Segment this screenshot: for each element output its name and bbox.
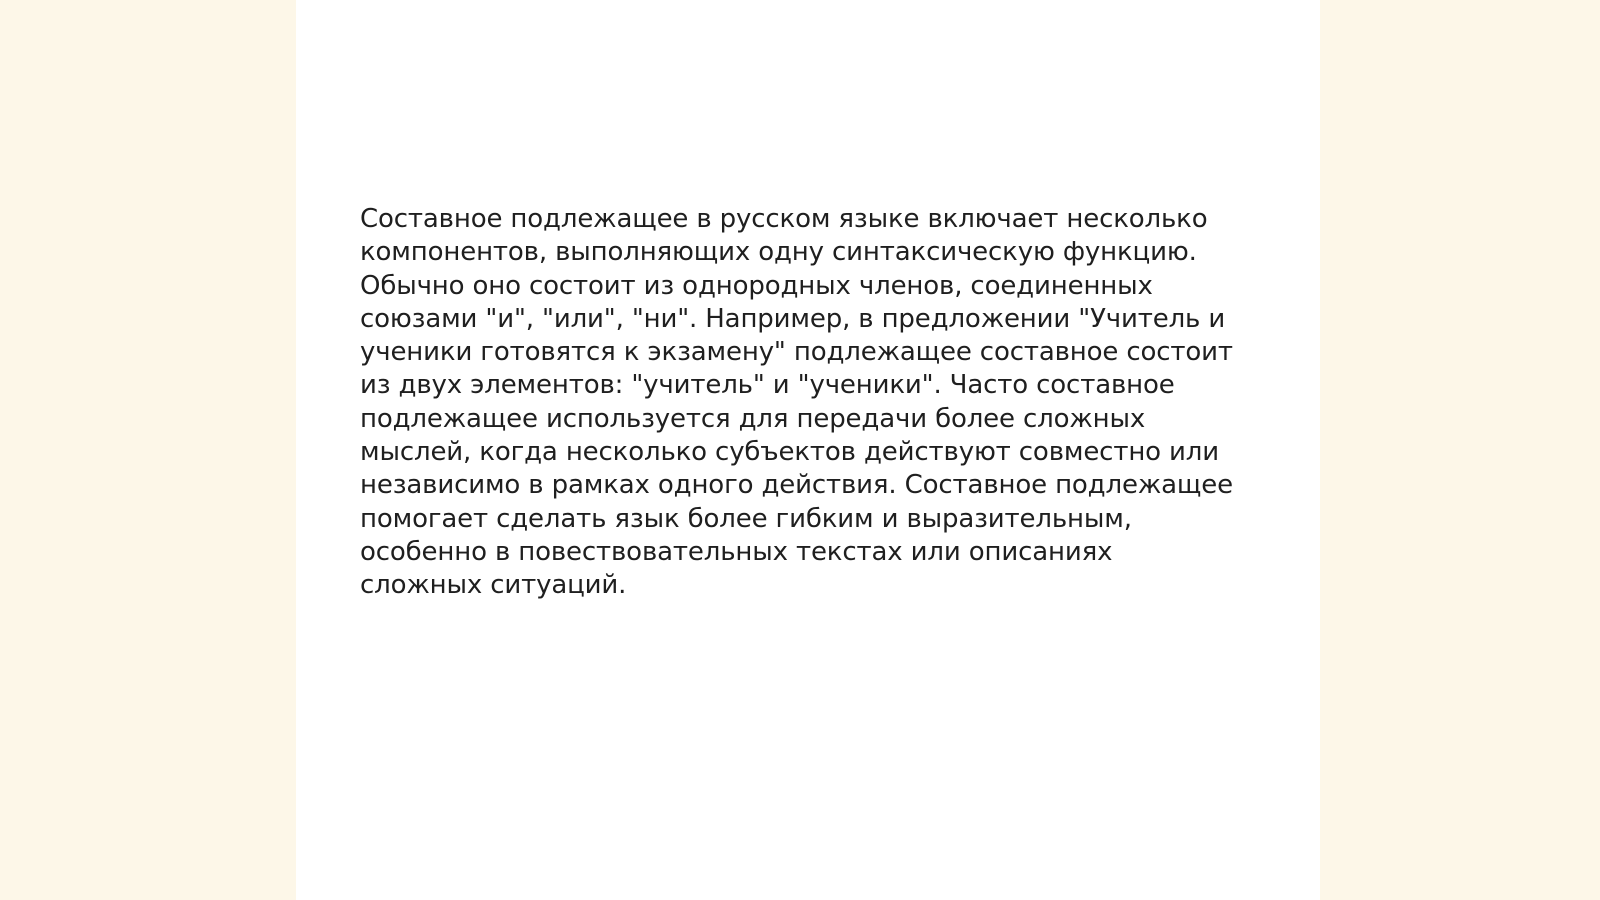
body-paragraph	[360, 203, 1260, 603]
paragraph-line: Обычно оно состоит из однородных членов, соединенных	[360, 270, 1153, 301]
paragraph-line: независимо в рамках одного действия. Составное подлежащее	[360, 470, 1233, 501]
paragraph-line: ученики готовятся к экзамену" подлежащее составное состоит	[360, 337, 1233, 368]
paragraph-line: мыслей, когда несколько субъектов действуют совместно или	[360, 437, 1219, 468]
paragraph-line: из двух элементов: "учитель" и "ученики". Часто составное	[360, 370, 1175, 401]
paragraph-line: сложных ситуаций.	[360, 570, 627, 601]
paragraph-line: компонентов, выполняющих одну синтаксическую функцию.	[360, 237, 1197, 268]
paragraph-line: особенно в повествовательных текстах или описаниях	[360, 536, 1113, 567]
paragraph-line: Составное подлежащее в русском языке включает несколько	[360, 204, 1208, 234]
document-page	[296, 0, 1320, 900]
paragraph-line: помогает сделать язык более гибким и выразительным,	[360, 503, 1132, 534]
paragraph-line: подлежащее используется для передачи более сложных	[360, 403, 1146, 434]
paragraph-line: союзами "и", "или", "ни". Например, в предложении "Учитель и	[360, 303, 1226, 334]
